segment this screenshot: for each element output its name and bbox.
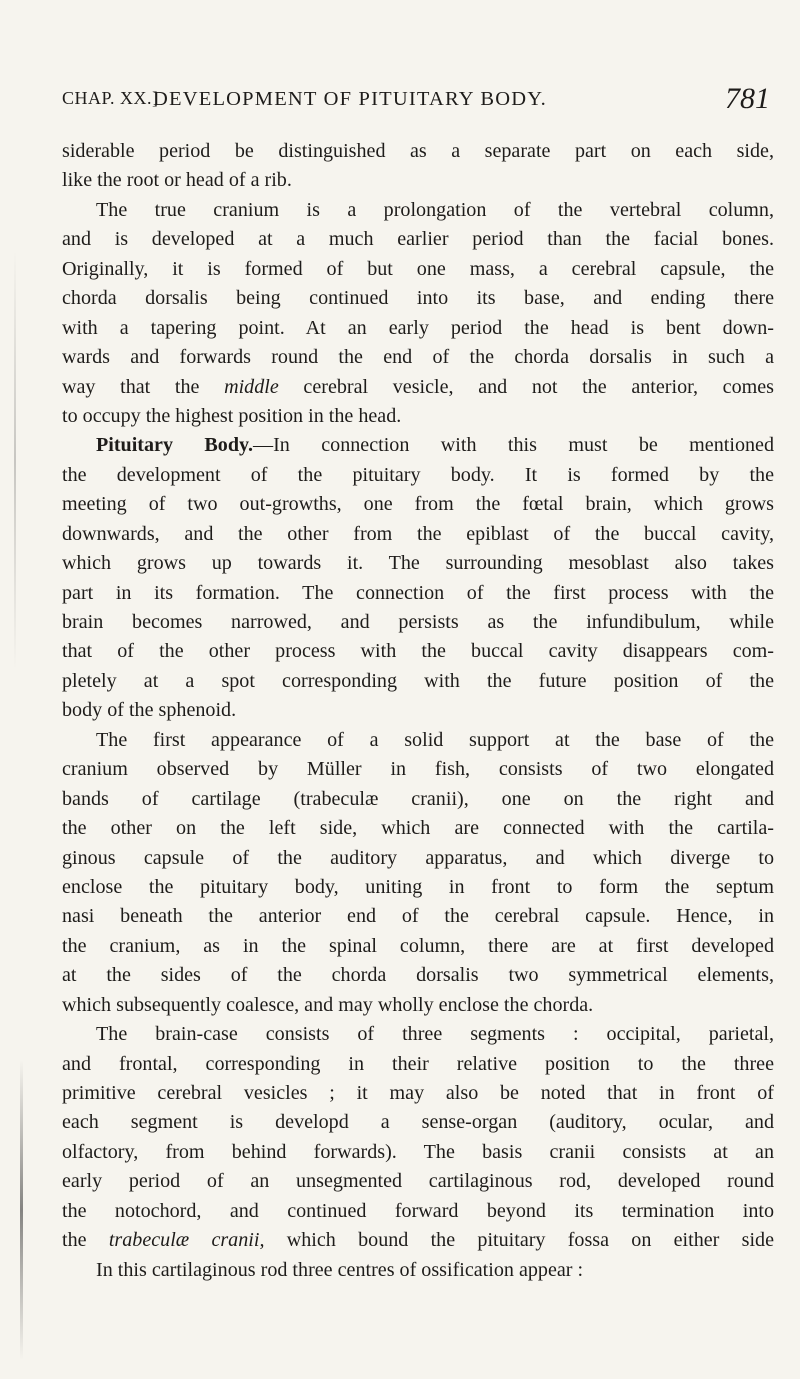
- text-line: olfactory, from behind forwards). The basis cranii consists at an: [62, 1140, 774, 1163]
- text-line: like the root or head of a rib.: [62, 169, 292, 192]
- text-line: pletely at a spot corresponding with the future position of the: [62, 669, 774, 692]
- text-line: the notochord, and continued forward beyond its termination into: [62, 1199, 774, 1222]
- text-run: the: [62, 1229, 87, 1252]
- text-line: wards and forwards round the end of the chorda dorsalis in such a: [62, 346, 774, 369]
- text-line: which subsequently coalesce, and may wholly enclose the chorda.: [62, 993, 594, 1016]
- text-run: —In connection with this must be mentioned: [253, 434, 774, 457]
- text-line: that of the other process with the buccal cavity disappears com-: [62, 640, 774, 663]
- text-line: and is developed at a much earlier period than the facial bones.: [62, 228, 774, 251]
- text-line: The first appearance of a solid support at the base of the: [96, 728, 774, 751]
- text-line: Originally, it is formed of but one mass, a cerebral capsule, the: [62, 257, 774, 280]
- text-line: [62, 431, 774, 460]
- italic-text: middle: [224, 375, 279, 398]
- text-run: way that the: [62, 375, 200, 398]
- text-line: primitive cerebral vesicles ; it may also be noted that in front of: [62, 1082, 774, 1104]
- text-line: downwards, and the other from the epiblast of the buccal cavity,: [62, 522, 774, 545]
- text-line: chorda dorsalis being continued into its base, and ending there: [62, 287, 774, 310]
- text-line: bands of cartilage (trabeculæ cranii), one on the right and: [62, 787, 774, 810]
- text-line: each segment is developd a sense-organ (auditory, ocular, and: [62, 1111, 774, 1134]
- text-line: [62, 1226, 774, 1255]
- text-line: at the sides of the chorda dorsalis two symmetrical elements,: [62, 964, 774, 987]
- page-shadow: [14, 250, 16, 670]
- running-title: DEVELOPMENT OF PITUITARY BODY.: [153, 88, 547, 110]
- text-line: The brain-case consists of three segments : occipital, parietal,: [96, 1023, 774, 1046]
- text-line: which grows up towards it. The surrounding mesoblast also takes: [62, 552, 774, 575]
- text-line: the other on the left side, which are connected with the cartila-: [62, 817, 774, 840]
- text-line: part in its formation. The connection of the first process with the: [62, 581, 774, 604]
- text-line: In this cartilaginous rod three centres of ossification appear :: [96, 1258, 584, 1281]
- text-line: brain becomes narrowed, and persists as the infundibulum, while: [62, 611, 774, 633]
- text-line: and frontal, corresponding in their relative position to the three: [62, 1052, 774, 1075]
- text-line: meeting of two out-growths, one from the fœtal brain, which grows: [62, 493, 774, 516]
- page-number: 781: [725, 82, 770, 115]
- text-line: The true cranium is a prolongation of the vertebral column,: [96, 198, 774, 221]
- text-line: to occupy the highest position in the head.: [62, 404, 402, 427]
- italic-text: trabeculæ cranii,: [108, 1229, 265, 1252]
- text-line: [62, 373, 774, 402]
- text-line: the cranium, as in the spinal column, there are at first developed: [62, 934, 774, 957]
- text-run: cerebral vesicle, and not the anterior, comes: [303, 375, 775, 398]
- text-line: the development of the pituitary body. It is formed by the: [62, 463, 774, 486]
- body-text: [62, 137, 774, 1285]
- text-line: early period of an unsegmented cartilaginous rod, developed round: [62, 1170, 774, 1193]
- section-heading: Pituitary Body.: [96, 434, 253, 457]
- text-line: cranium observed by Müller in fish, consists of two elongated: [62, 758, 774, 781]
- text-line: with a tapering point. At an early period the head is bent down-: [62, 316, 774, 339]
- text-line: enclose the pituitary body, uniting in front to form the septum: [62, 875, 774, 898]
- text-line: ginous capsule of the auditory apparatus, and which diverge to: [62, 846, 774, 869]
- text-run: which bound the pituitary fossa on either side: [286, 1229, 775, 1252]
- binding-shadow: [20, 1060, 23, 1360]
- chapter-label: CHAP. XX.]: [62, 88, 159, 108]
- text-line: body of the sphenoid.: [62, 699, 237, 722]
- running-header: [62, 82, 770, 120]
- text-line: nasi beneath the anterior end of the cerebral capsule. Hence, in: [62, 905, 774, 928]
- text-line: siderable period be distinguished as a separate part on each side,: [62, 140, 774, 162]
